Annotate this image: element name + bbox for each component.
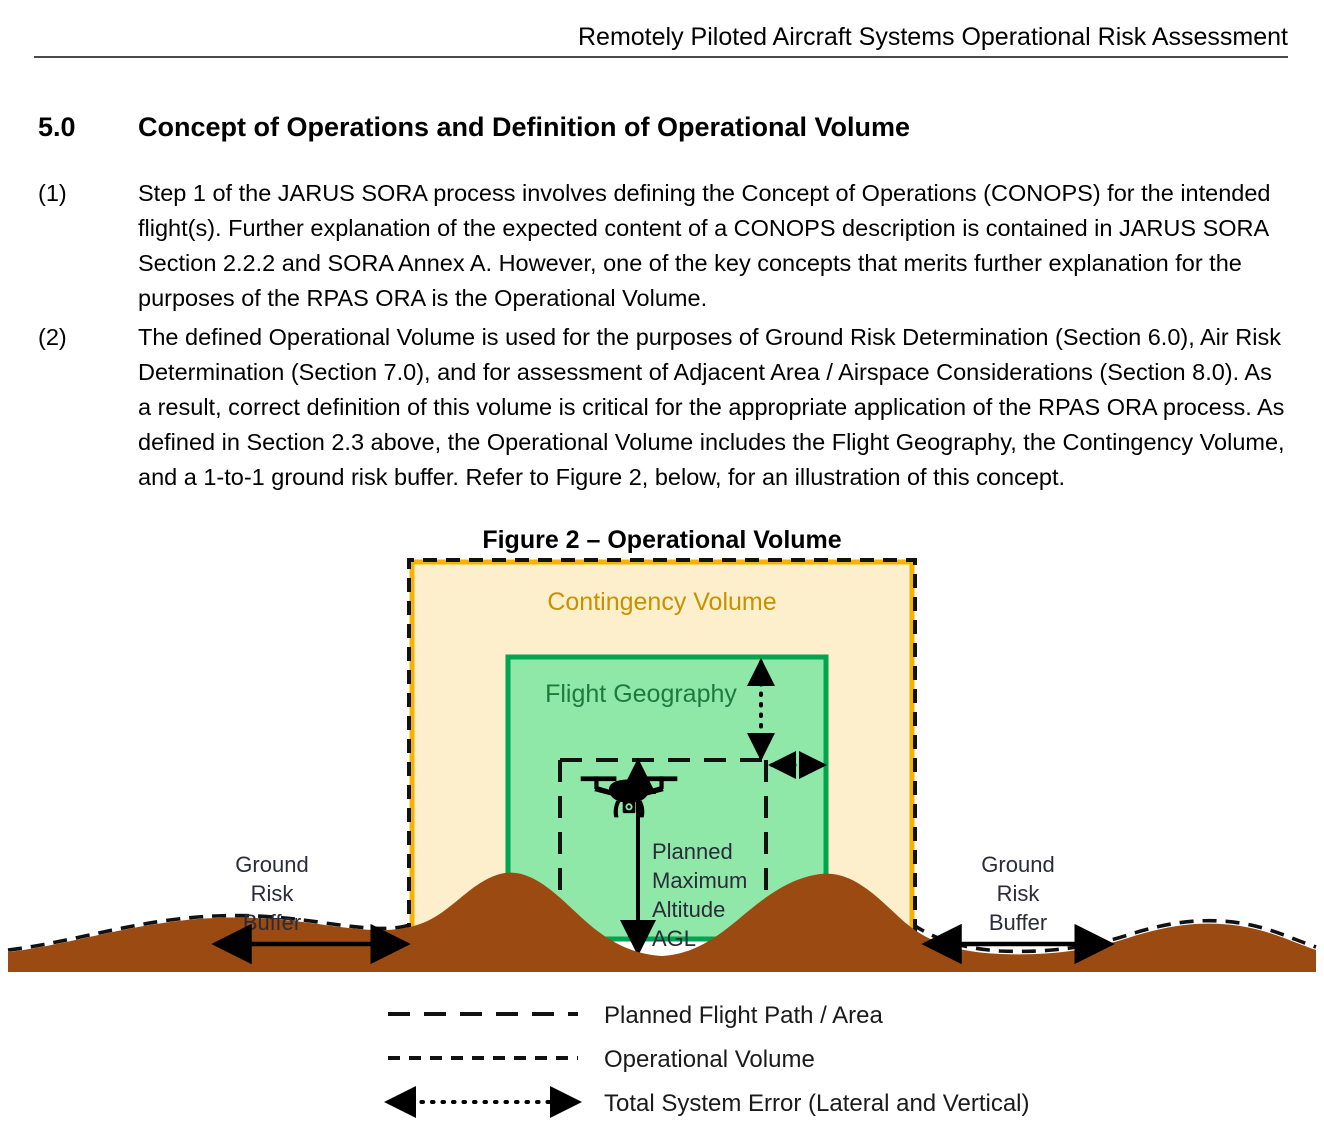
ground-risk-buffer-right-line-2: Risk (996, 881, 1040, 906)
paragraph-1-number: (1) (38, 180, 67, 206)
ground-risk-buffer-left-line-3: Buffer (242, 910, 302, 935)
legend-label-operational-volume: Operational Volume (604, 1046, 815, 1073)
figure-legend (0, 992, 1324, 1122)
planned-max-altitude-line-4: AGL (652, 926, 697, 951)
legend-label-planned-flight-path: Planned Flight Path / Area (604, 1002, 883, 1029)
figure-operational-volume (0, 552, 1324, 1002)
paragraph-2-text: The defined Operational Volume is used for the purposes of Ground Risk Determination (Section 6.0), Air Risk Determination (Section 7.0), and for assessment of Adjacent Area / Airspace Considerations (Section 8.0). As a result, correct definition of this volume is critical for the appropriate application of the RPAS ORA process. As defined in Section 2.3 above, the Operational Volume includes the Flight Geography, the Contingency Volume, and a 1-to-1 ground risk buffer. Refer to Figure 2, below, for an illustration of this concept. (138, 324, 1285, 490)
flight-geography-label: Flight Geography (545, 680, 737, 708)
paragraph-2 (38, 320, 1288, 495)
paragraph-1-text: Step 1 of the JARUS SORA process involves defining the Concept of Operations (CONOPS) for the intended flight(s). Further explanation of the expected content of a CONOPS description is contained in JARUS SORA Section 2.2.2 and SORA Annex A. However, one of the key concepts that merits further explanation for the purposes of the RPAS ORA is the Operational Volume. (138, 180, 1271, 311)
planned-max-altitude-line-2: Maximum (652, 868, 748, 893)
ground-risk-buffer-left-line-2: Risk (250, 881, 294, 906)
header-divider-rule (34, 56, 1288, 58)
ground-risk-buffer-right-line-1: Ground (981, 852, 1055, 877)
planned-max-altitude-line-1: Planned (652, 839, 733, 864)
figure-svg (0, 552, 1324, 1002)
legend-label-total-system-error: Total System Error (Lateral and Vertical) (604, 1090, 1030, 1117)
legend-item-operational-volume (388, 1046, 815, 1073)
running-header-title: Remotely Piloted Aircraft Systems Operational Risk Assessment (578, 23, 1288, 51)
paragraph-2-number: (2) (38, 324, 67, 350)
section-title: Concept of Operations and Definition of Operational Volume (138, 112, 911, 142)
page-title (38, 110, 1288, 144)
contingency-volume-label: Contingency Volume (547, 588, 777, 616)
legend-svg (0, 992, 1324, 1122)
paragraph-1 (38, 176, 1288, 316)
legend-item-planned-flight-path (388, 1002, 884, 1029)
ground-risk-buffer-right-line-3: Buffer (988, 910, 1048, 935)
planned-max-altitude-line-3: Altitude (652, 897, 726, 922)
legend-item-total-system-error (390, 1090, 1030, 1117)
figure-caption: Figure 2 – Operational Volume (482, 526, 842, 554)
section-number: 5.0 (38, 112, 76, 142)
ground-risk-buffer-left-line-1: Ground (235, 852, 309, 877)
